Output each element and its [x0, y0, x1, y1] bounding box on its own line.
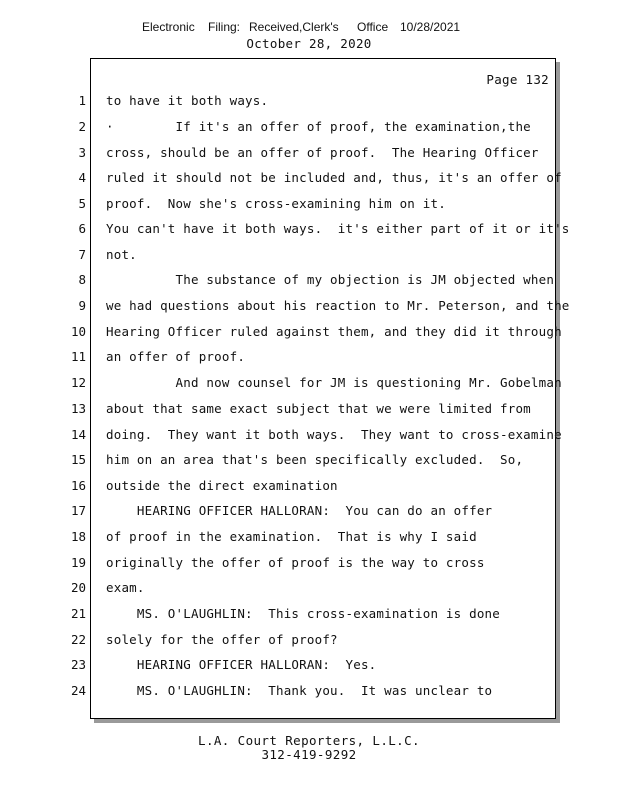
line-number: 7: [78, 247, 86, 262]
line-number: 11: [70, 349, 86, 364]
line-text: him on an area that's been specifically excluded. So,: [106, 452, 524, 467]
line-number: 8: [78, 272, 86, 287]
line-number: 20: [70, 580, 86, 595]
filing-received: Received,Clerk's: [249, 20, 339, 34]
line-number: 23: [70, 657, 86, 672]
line-number: 5: [78, 196, 86, 211]
line-text: The substance of my objection is JM objected when: [106, 272, 555, 287]
line-text: of proof in the examination. That is why I said: [106, 529, 477, 544]
line-text: exam.: [106, 580, 145, 595]
line-number: 17: [70, 503, 86, 518]
line-number: 24: [70, 683, 86, 698]
line-number: 18: [70, 529, 86, 544]
line-text: And now counsel for JM is questioning Mr. Gobelman: [106, 375, 562, 390]
filing-label: Filing:: [208, 20, 241, 34]
line-text: · If it's an offer of proof, the examination,the: [106, 119, 531, 134]
line-text: proof. Now she's cross-examining him on it.: [106, 196, 446, 211]
footer-phone: 312-419-9292: [261, 747, 357, 762]
line-number: 13: [70, 401, 86, 416]
line-text: doing. They want it both ways. They want to cross-examine: [106, 427, 562, 442]
line-number: 22: [70, 632, 86, 647]
line-number: 3: [78, 145, 86, 160]
line-number: 9: [78, 298, 86, 313]
line-number: 15: [70, 452, 86, 467]
line-number: 4: [78, 170, 86, 185]
line-number: 10: [70, 324, 86, 339]
line-number: 6: [78, 221, 86, 236]
line-text: MS. O'LAUGHLIN: This cross-examination is done: [106, 606, 501, 621]
line-text: to have it both ways.: [106, 93, 269, 108]
line-text: HEARING OFFICER HALLORAN: You can do an offer: [106, 503, 493, 518]
footer-company: L.A. Court Reporters, L.L.C.: [198, 733, 420, 748]
line-text: MS. O'LAUGHLIN: Thank you. It was unclear to: [106, 683, 493, 698]
filing-date: 10/28/2021: [400, 20, 461, 34]
line-text: Hearing Officer ruled against them, and they did it through: [106, 324, 562, 339]
line-number: 2: [78, 119, 86, 134]
line-text: we had questions about his reaction to Mr. Peterson, and the: [106, 298, 570, 313]
line-text: ruled it should not be included and, thus, it's an offer of: [106, 170, 562, 185]
line-number: 14: [70, 427, 86, 442]
line-number: 1: [78, 93, 86, 108]
transcript-date: October 28, 2020: [246, 36, 372, 51]
line-number: 21: [70, 606, 86, 621]
line-text: You can't have it both ways. it's either part of it or it's: [106, 221, 570, 236]
page-number: Page 132: [486, 72, 549, 87]
line-text: outside the direct examination: [106, 478, 338, 493]
line-text: an offer of proof.: [106, 349, 246, 364]
line-text: about that same exact subject that we were limited from: [106, 401, 531, 416]
line-number: 12: [70, 375, 86, 390]
line-number: 16: [70, 478, 86, 493]
line-text: solely for the offer of proof?: [106, 632, 338, 647]
line-text: originally the offer of proof is the way to cross: [106, 555, 485, 570]
line-number: 19: [70, 555, 86, 570]
line-text: HEARING OFFICER HALLORAN: Yes.: [106, 657, 377, 672]
filing-office: Office: [357, 20, 389, 34]
line-text: cross, should be an offer of proof. The Hearing Officer: [106, 145, 539, 160]
filing-electronic: Electronic: [142, 20, 195, 34]
line-text: not.: [106, 247, 137, 262]
